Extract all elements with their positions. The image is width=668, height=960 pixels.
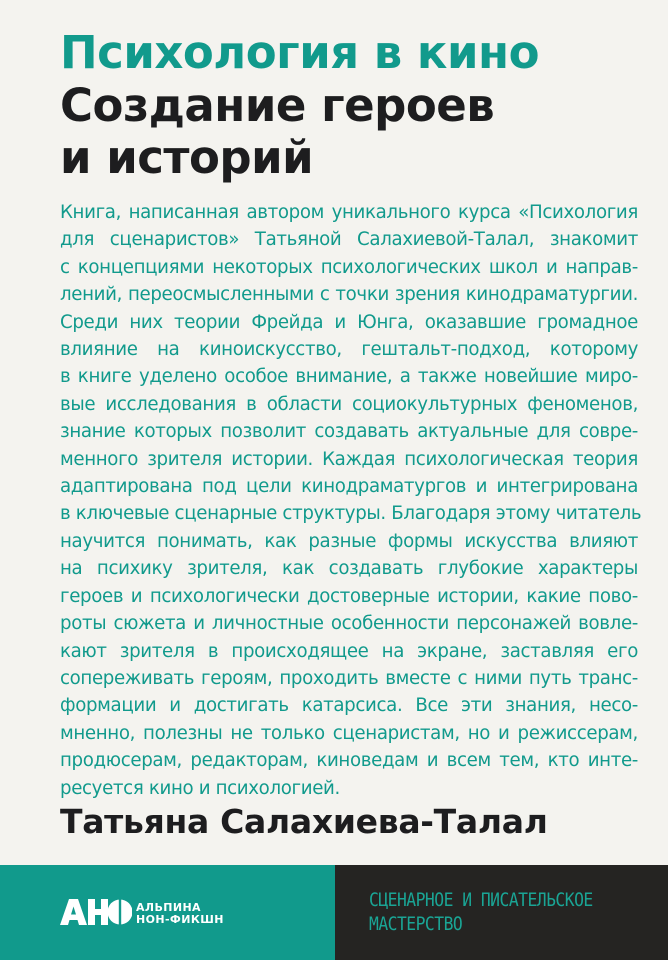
description-line: на психику зрителя, как создавать глубокие характеры bbox=[60, 558, 638, 580]
description-line: знание которых позволит создавать актуальные для совре- bbox=[60, 421, 638, 443]
description-line: Среди них теории Фрейда и Юнга, оказавшие громадное bbox=[60, 311, 638, 333]
book-title: Психология в кино bbox=[60, 26, 540, 79]
description-line: научится понимать, как разные формы искусства влияют bbox=[60, 530, 638, 552]
series-line: МАСТЕРСТВО bbox=[369, 913, 463, 935]
publisher-logo-icon bbox=[60, 898, 132, 926]
description-line: сопереживать героям, проходить вместе с ними путь транс- bbox=[60, 667, 638, 689]
series-line: СЦЕНАРНОЕ И ПИСАТЕЛЬСКОЕ bbox=[369, 889, 593, 911]
publisher-line: НОН-ФИКШН bbox=[136, 913, 224, 926]
publisher-line: АЛЬПИНА bbox=[136, 901, 201, 914]
publisher-name bbox=[136, 902, 224, 926]
description-line: менного зрителя истории. Каждая психологическая теория bbox=[60, 448, 638, 470]
book-author: Татьяна Салахиева-Талал bbox=[60, 802, 548, 841]
book-description bbox=[60, 199, 642, 802]
description-line: в ключевые сценарные структуры. Благодаря этому читатель bbox=[60, 503, 642, 525]
subtitle-line: и историй bbox=[60, 131, 314, 184]
description-line: для сценаристов» Татьяной Салахиевой-Талал, знакомит bbox=[60, 229, 638, 251]
description-line: с концепциями некоторых психологических школ и направ- bbox=[60, 256, 638, 278]
description-line: роты сюжета и личностные особенности персонажей вовле- bbox=[60, 613, 638, 635]
description-line: мненно, полезны не только сценаристам, но и режиссерам, bbox=[60, 722, 638, 744]
description-line: ресуется кино и психологией. bbox=[60, 777, 340, 799]
description-line: в книге уделено особое внимание, а также новейшие миро- bbox=[60, 366, 638, 388]
description-line: лений, переосмысленными с точки зрения кинодраматургии. bbox=[60, 284, 638, 306]
description-line: Книга, написанная автором уникального курса «Психология bbox=[60, 202, 638, 223]
description-line: продюсерам, редакторам, киноведам и всем тем, кто инте- bbox=[60, 750, 638, 772]
subtitle-line: Создание героев bbox=[60, 79, 495, 132]
description-line: влияние на киноискусство, гештальт-подход, которому bbox=[60, 339, 638, 361]
description-line: кают зрителя в происходящее на экране, заставляя его bbox=[60, 640, 638, 662]
series-name bbox=[369, 888, 593, 936]
description-line: вые исследования в области социокультурных феноменов, bbox=[60, 393, 638, 415]
description-line: героев и психологически достоверные истории, какие пово- bbox=[60, 585, 638, 607]
description-line: формации и достигать катарсиса. Все эти знания, несо- bbox=[60, 695, 638, 717]
description-line: адаптирована под цели кинодраматургов и интегрирована bbox=[60, 476, 638, 498]
book-subtitle bbox=[60, 80, 494, 184]
